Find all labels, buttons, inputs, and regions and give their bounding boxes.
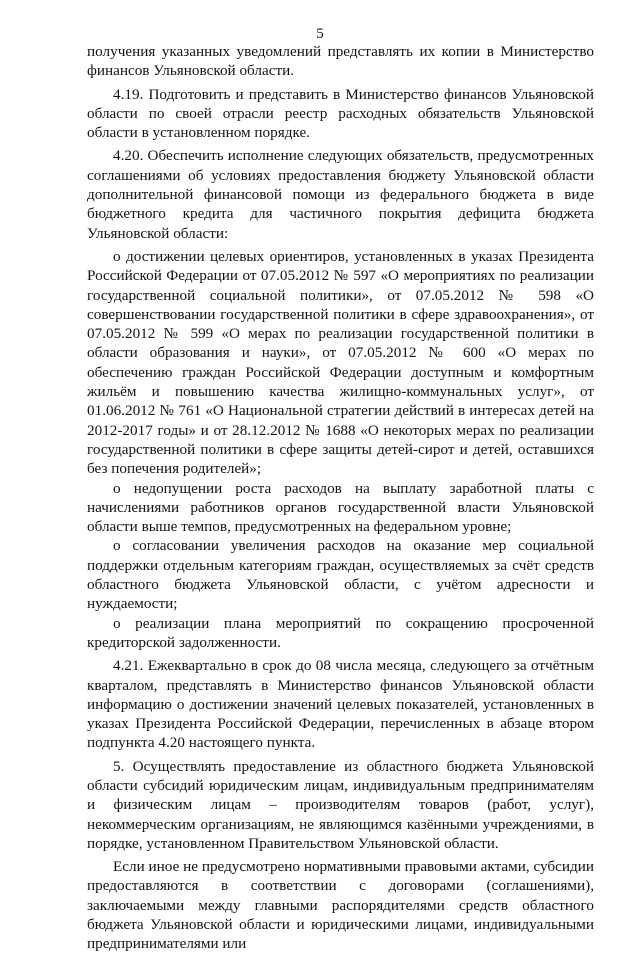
bullet-salary-growth: о недопущении роста расходов на выплату заработной платы с начислениями работников органов государственной власти Ульяновской области выше темпов, предусмотренных на федеральном уровне; xyxy=(87,479,594,536)
paragraph-continuation: получения указанных уведомлений представлять их копии в Министерство финансов Ульяновской области. xyxy=(87,43,594,80)
paragraph-subsidies: Если иное не предусмотрено нормативными правовыми актами, субсидии предоставляются в соответствии с договорами (соглашениями), заключаемыми между главными распорядителями средств областного бюджета Ульяновской области и юридическими лицами, индивидуальными предпринимателями или xyxy=(87,858,594,953)
document-body xyxy=(87,42,594,954)
paragraph-5: 5. Осуществлять предоставление из областного бюджета Ульяновской области субсидий юридическим лицам, индивидуальным предпринимателям и физическим лицам – производителям товаров (работ, услуг), некоммерческим организациям, не являющимся казёнными учреждениями, в порядке, установленном Правительством Ульяновской области. xyxy=(87,757,594,852)
bullet-social-support: о согласовании увеличения расходов на оказание мер социальной поддержки отдельным категориям граждан, осуществляемых за счёт средств областного бюджета Ульяновской области, с учётом адресности и нуждаемости; xyxy=(87,537,594,613)
paragraph-4-19: 4.19. Подготовить и представить в Министерство финансов Ульяновской области по своей отрасли реестр расходных обязательств Ульяновской области в установленном порядке. xyxy=(87,85,594,142)
paragraph-4-21: 4.21. Ежеквартально в срок до 08 числа месяца, следующего за отчётным кварталом, представлять в Министерство финансов Ульяновской области информацию о достижении значений целевых показателей, установленных в указах Президента Российской Федерации, перечисленных в абзаце втором подпункта 4.20 настоящего пункта. xyxy=(87,657,594,752)
bullet-overdue-debt: о реализации плана мероприятий по сокращению просроченной кредиторской задолженности. xyxy=(87,614,594,651)
paragraph-4-20: 4.20. Обеспечить исполнение следующих обязательств, предусмотренных соглашениями об условиях предоставления бюджету Ульяновской области дополнительной финансовой помощи из федерального бюджета в виде бюджетного кредита для частичного покрытия дефицита бюджета Ульяновской области: xyxy=(87,147,594,242)
page-number: 5 xyxy=(316,26,324,42)
bullet-target-indicators: о достижении целевых ориентиров, установленных в указах Президента Российской Федерации от 07.05.2012 № 597 «О мероприятиях по реализации государственной социальной политики», от 07.05.2012 № 598 «О совершенствовании государственной политики в сфере здравоохранения», от 07.05.2012 № 599 «О мерах по реализации государственной политики в области образования и науки», от 07.05.2012 № 600 «О мерах по обеспечению граждан Российской Федерации доступным и комфортным жильём и повышению качества жилищно-коммунальных услуг», от 01.06.2012 № 761 «О Национальной стратегии действий в интересах детей на 2012-2017 годы» и от 28.12.2012 № 1688 «О некоторых мерах по реализации государственной политики в сфере защиты детей-сирот и детей, оставшихся без попечения родителей»; xyxy=(87,247,594,478)
